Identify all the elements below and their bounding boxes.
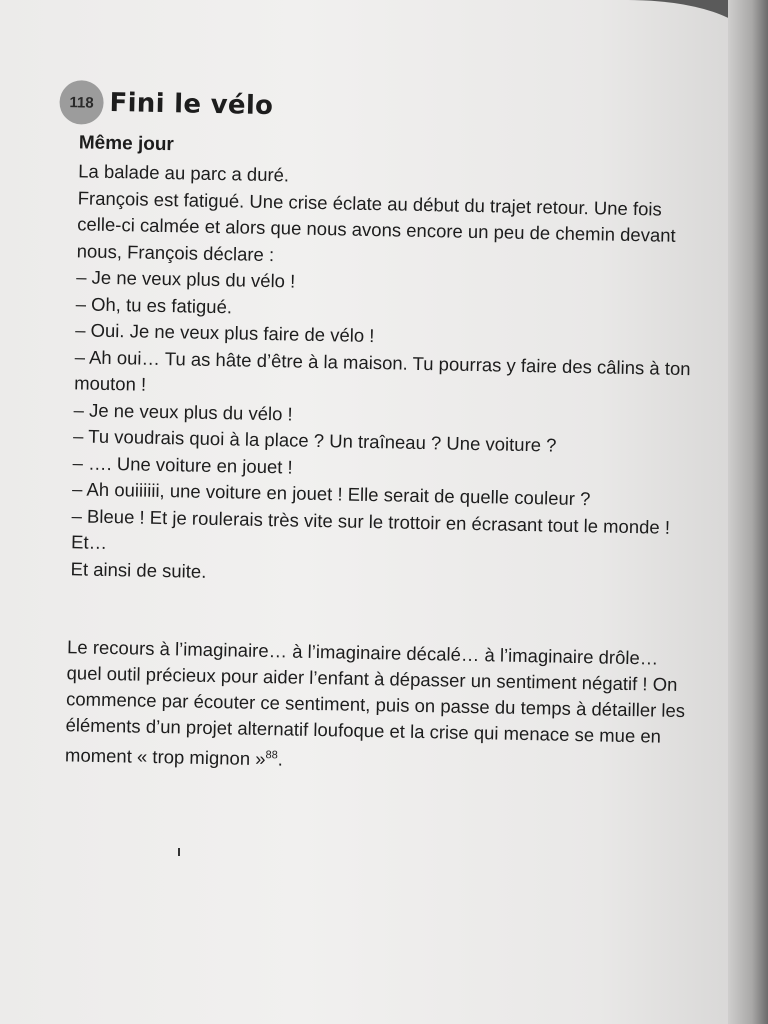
dialogue-text (70, 158, 748, 595)
section-subtitle: Même jour (78, 132, 175, 156)
text-line: – Ah ouiiiiii, une voiture en jouet ! Elle serait de quelle couleur ? (71, 478, 591, 510)
text-line: – Bleue ! Et je roulerais très vite sur le trottoir en écrasant tout le monde ! (71, 504, 671, 538)
text-line: éléments d’un projet alternatif loufoque et la crise qui menace se mue en (65, 714, 662, 747)
page-edge-shadow (728, 0, 768, 1024)
text-line: – Oui. Je ne veux plus faire de vélo ! (75, 319, 375, 347)
chapter-title: Fini le vélo (109, 87, 274, 122)
text-line: commence par écouter ce sentiment, puis on passe du temps à détailler les (65, 688, 686, 722)
text-line: François est fatigué. Une crise éclate au début du trajet retour. Une fois (77, 186, 662, 220)
text-line: celle-ci calmée et alors que nous avons encore un peu de chemin devant (77, 213, 676, 246)
last-line-text: moment « trop mignon » (64, 744, 266, 770)
last-line-end: . (277, 748, 284, 770)
text-line: – Je ne veux plus du vélo ! (73, 398, 293, 425)
text-line: nous, François déclare : (76, 239, 275, 265)
text-line: – Tu voudrais quoi à la place ? Un traîneau ? Une voiture ? (72, 425, 557, 456)
text-line: Et… (70, 531, 108, 553)
text-line: quel outil précieux pour aider l’enfant à dépasser un sentiment négatif ! On (66, 662, 678, 695)
text-line: – …. Une voiture en jouet ! (72, 451, 293, 478)
page-content (47, 80, 750, 781)
text-line: – Ah oui… Tu as hâte d’être à la maison. Tu pourras y faire des câlins à ton (74, 345, 691, 379)
chapter-heading (59, 80, 750, 137)
footnote-ref: 88 (265, 749, 278, 762)
text-line: – Oh, tu es fatigué. (75, 292, 233, 317)
chapter-number-badge: 118 (59, 80, 104, 125)
closing-paragraph (65, 634, 739, 781)
text-line: Et ainsi de suite. (70, 557, 207, 582)
text-line: – Je ne veux plus du vélo ! (76, 266, 296, 292)
ink-mark (178, 848, 180, 856)
text-line: Le recours à l’imaginaire… à l’imaginaire décalé… à l’imaginaire drôle… (66, 636, 659, 669)
text-line: La balade au parc a duré. (78, 160, 290, 186)
text-line: mouton ! (73, 372, 147, 395)
